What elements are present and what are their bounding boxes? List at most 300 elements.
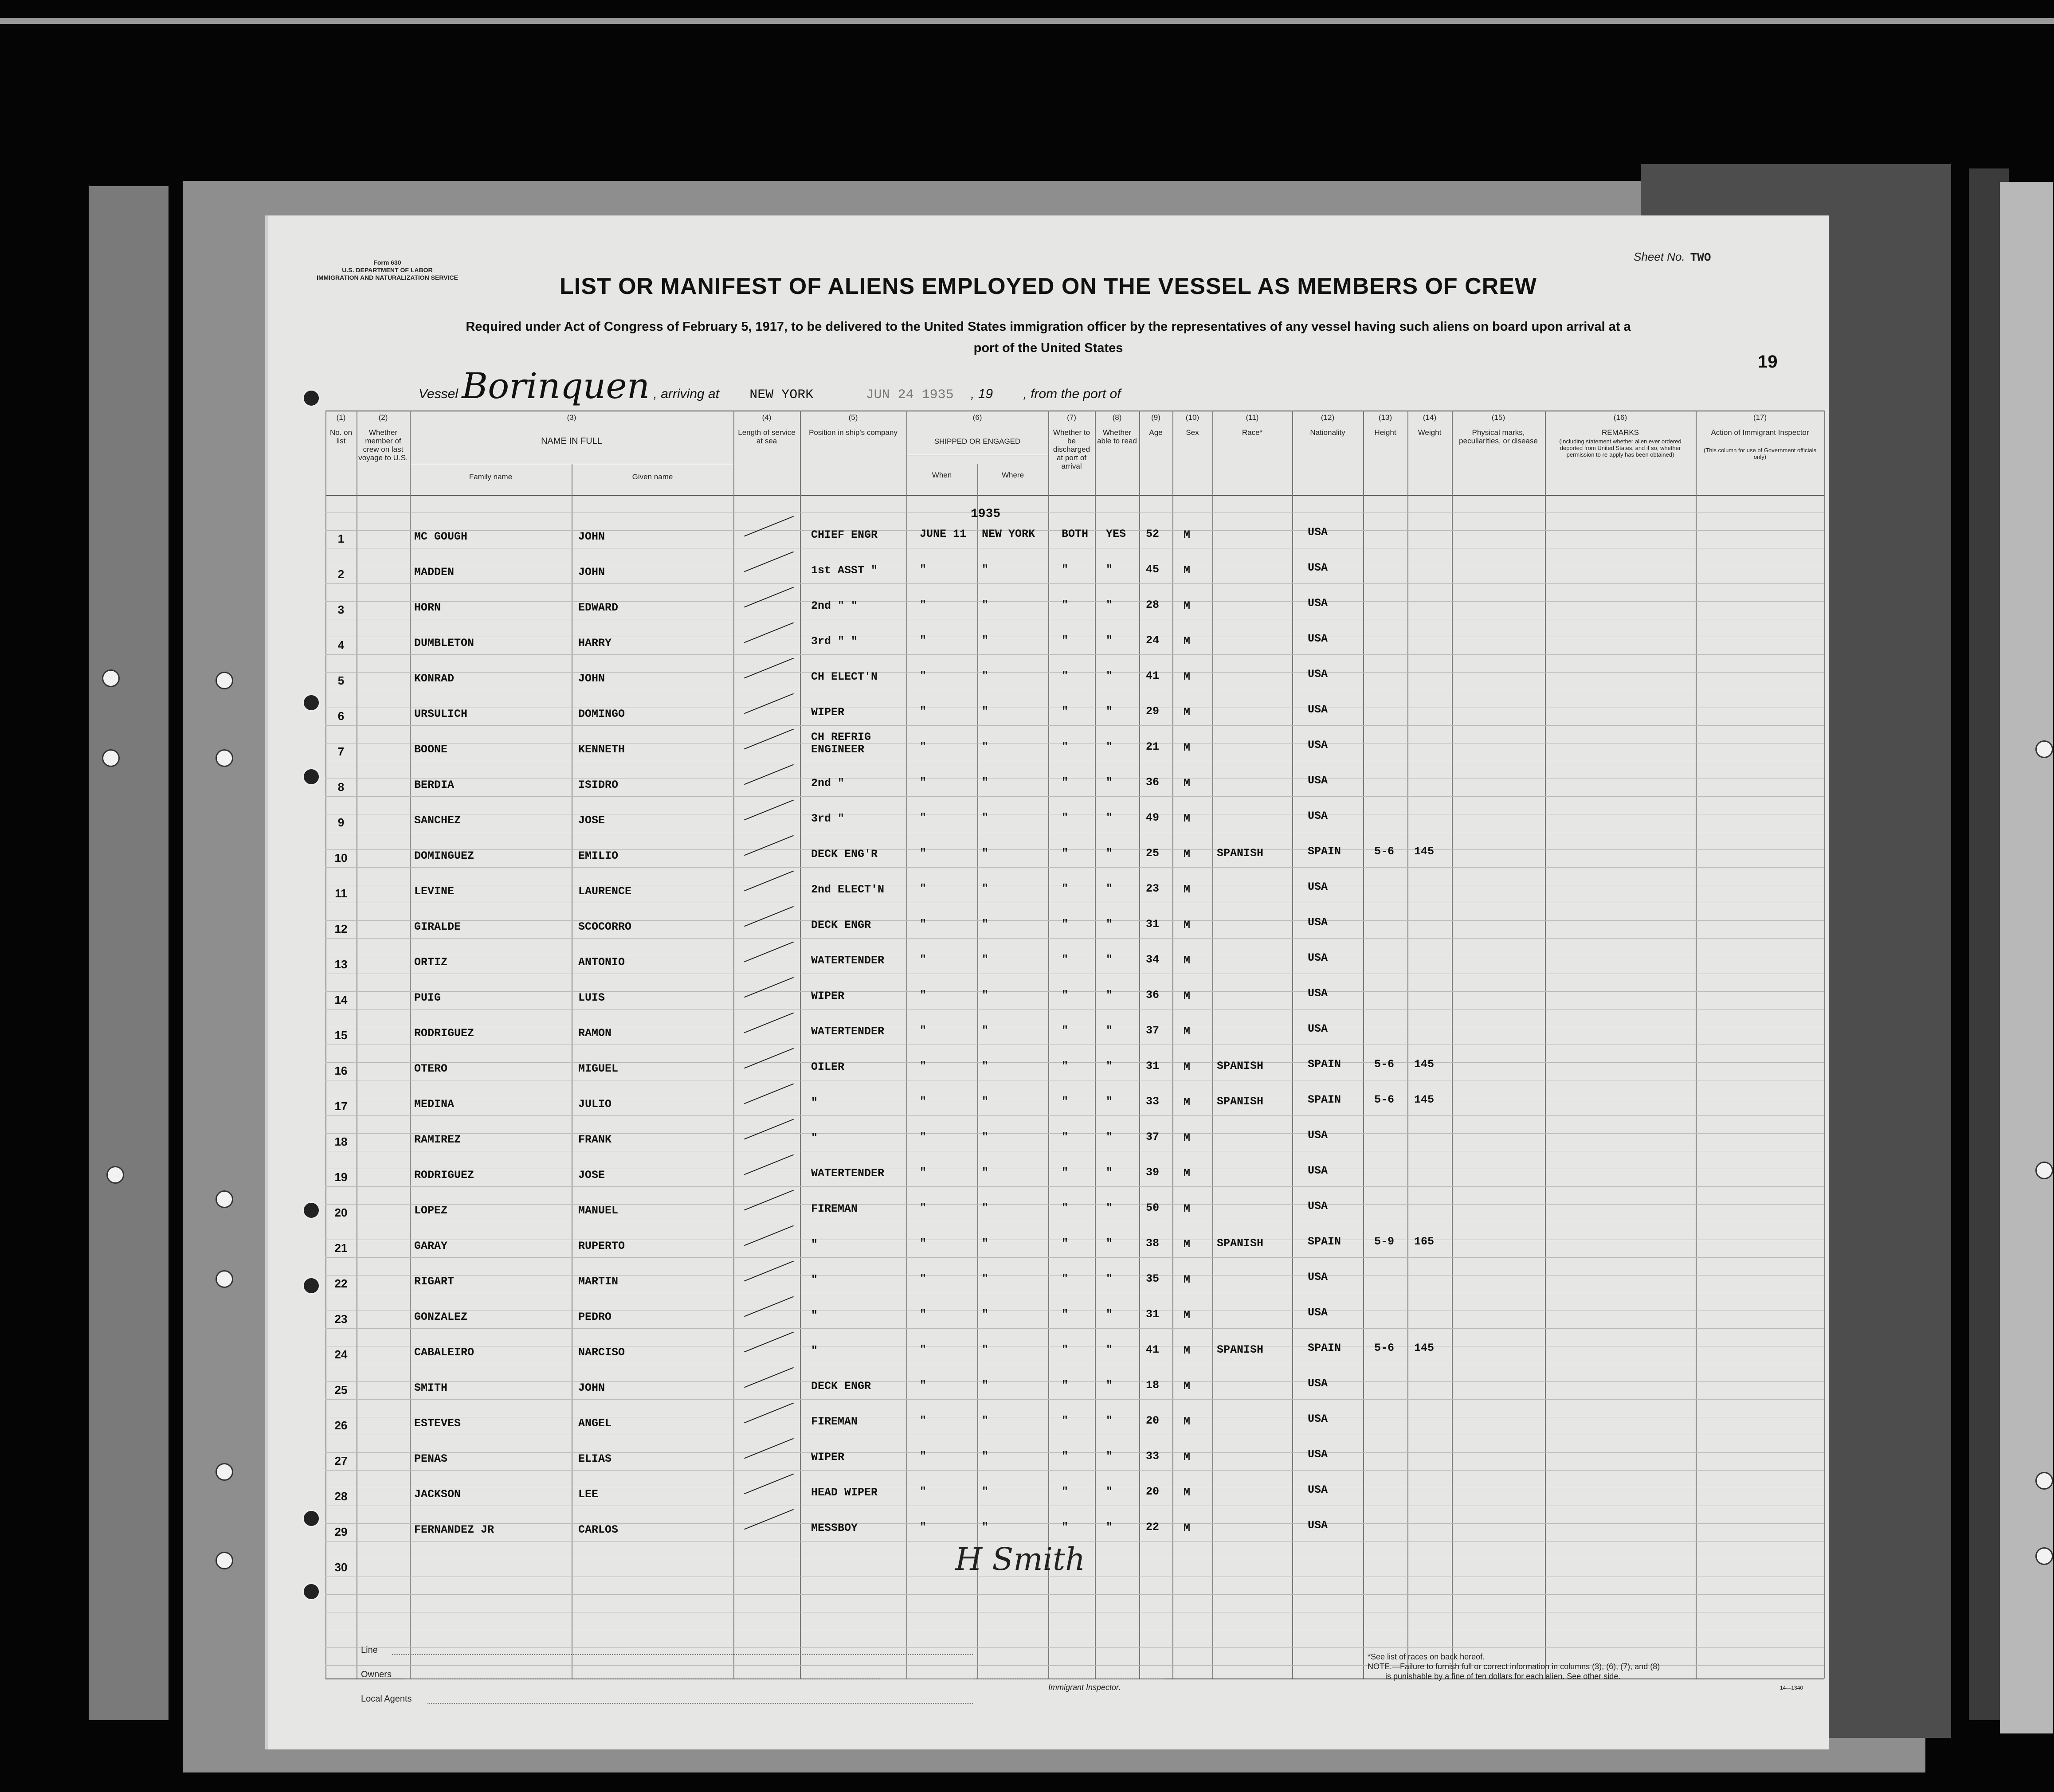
shipped-where: " [982, 847, 989, 860]
service-stroke [744, 622, 794, 643]
column-rule [1824, 411, 1825, 1679]
discharged-at-port: " [1062, 1308, 1069, 1321]
service-stroke [744, 1261, 794, 1282]
binder-hole [2035, 740, 2053, 758]
shipped-where: " [982, 1166, 989, 1179]
given-name: CARLOS [578, 1523, 619, 1536]
sex: M [1184, 1273, 1191, 1286]
service-stroke [744, 1013, 794, 1033]
row-rule [325, 1133, 1824, 1134]
shipped-where: " [982, 1131, 989, 1143]
service-stroke [744, 552, 794, 572]
row-rule [325, 920, 1824, 921]
binder-hole [216, 1552, 233, 1569]
sex: M [1184, 1167, 1191, 1180]
shipped-where: " [982, 953, 989, 966]
row-rule [325, 796, 1824, 797]
able-to-read: " [1106, 1060, 1113, 1072]
family-name: JACKSON [414, 1488, 461, 1501]
service-stroke [744, 1084, 794, 1104]
age: 37 [1146, 1131, 1160, 1143]
position: " [811, 1096, 818, 1109]
column-number: (5) [848, 413, 858, 422]
service-stroke [744, 1403, 794, 1424]
position: CH ELECT'N [811, 670, 878, 683]
column-header-c7: Whether to be discharged at port of arrival [1053, 428, 1090, 470]
shipped-where: " [982, 1343, 989, 1356]
column-header-c4: Length of service at sea [738, 428, 796, 445]
column-header-c12: Nationality [1310, 428, 1345, 437]
discharged-at-port: " [1062, 669, 1069, 682]
position: CHIEF ENGR [811, 528, 878, 541]
binder-hole [302, 694, 320, 712]
column-number: (9) [1151, 413, 1160, 422]
row-number: 23 [334, 1312, 348, 1326]
sex: M [1184, 1522, 1191, 1534]
row-number: 19 [334, 1170, 348, 1184]
given-name: JOHN [578, 566, 605, 579]
row-number: 2 [337, 567, 345, 581]
age: 31 [1146, 1308, 1160, 1321]
position: DECK ENGR [811, 919, 871, 931]
weight: 145 [1414, 1342, 1435, 1354]
binder-hole [216, 1270, 233, 1288]
discharged-at-port: " [1062, 1485, 1069, 1498]
weight: 165 [1414, 1235, 1435, 1248]
position: 2nd ELECT'N [811, 883, 885, 896]
shipped-where: " [982, 1272, 989, 1285]
shipped-when: " [920, 1237, 927, 1250]
service-stroke [744, 693, 794, 714]
nationality: USA [1308, 703, 1328, 716]
service-stroke [744, 1154, 794, 1175]
nationality: USA [1308, 1483, 1328, 1496]
able-to-read: " [1106, 989, 1113, 1002]
shipped-when: " [920, 1414, 927, 1427]
nationality: USA [1308, 1271, 1328, 1283]
shipped-when: " [920, 776, 927, 789]
binder-hole [102, 669, 120, 687]
given-name: JULIO [578, 1098, 612, 1111]
given-name: ANGEL [578, 1417, 612, 1430]
column-header-action-note: (This column for use of Government officials only) [1703, 447, 1817, 460]
given-name: MANUEL [578, 1204, 619, 1217]
service-stroke [744, 1119, 794, 1140]
given-name: JOSE [578, 1169, 605, 1182]
shipped-when: " [920, 1485, 927, 1498]
from-port-label: , from the port of [1023, 387, 1121, 401]
sex: M [1184, 919, 1191, 931]
page-number: 19 [1758, 352, 1778, 372]
given-name: EDWARD [578, 601, 619, 614]
row-number: 14 [334, 993, 348, 1006]
row-number: 4 [337, 638, 345, 652]
position: WATERTENDER [811, 1167, 885, 1180]
able-to-read: " [1106, 1379, 1113, 1392]
discharged-at-port: " [1062, 953, 1069, 966]
sex: M [1184, 1309, 1191, 1322]
arrival-port: NEW YORK [749, 387, 814, 403]
age: 29 [1146, 705, 1160, 718]
row-number: 30 [334, 1561, 348, 1574]
given-name: JOHN [578, 672, 605, 685]
given-name: ELIAS [578, 1452, 612, 1465]
shipped-where: " [982, 634, 989, 647]
row-rule [325, 1328, 1824, 1329]
age: 31 [1146, 1060, 1160, 1072]
shipped-where: " [982, 989, 989, 1002]
row-rule [325, 1381, 1824, 1382]
row-rule [325, 1204, 1824, 1205]
row-rule [325, 938, 1824, 939]
row-rule [325, 849, 1824, 850]
age: 21 [1146, 740, 1160, 753]
age: 41 [1146, 1343, 1160, 1356]
able-to-read: " [1106, 847, 1113, 860]
shipped-where: " [982, 1485, 989, 1498]
shipped-when: " [920, 1060, 927, 1072]
column-number: (13) [1378, 413, 1392, 422]
shipped-where: " [982, 599, 989, 611]
height: 5-6 [1374, 845, 1395, 858]
discharged-at-port: " [1062, 811, 1069, 824]
family-name: BOONE [414, 743, 448, 756]
given-name: PEDRO [578, 1311, 612, 1323]
height: 5-6 [1374, 1342, 1395, 1354]
sex: M [1184, 1202, 1191, 1215]
service-stroke [744, 977, 794, 998]
given-name: MIGUEL [578, 1062, 619, 1075]
row-rule [325, 725, 1824, 726]
position: 3rd " [811, 812, 845, 825]
row-number: 5 [337, 674, 345, 687]
local-agents-field [427, 1703, 973, 1704]
discharged-at-port: " [1062, 882, 1069, 895]
shipped-where: " [982, 1414, 989, 1427]
vessel-name: Borinquen [462, 365, 650, 407]
family-name: GIRALDE [414, 920, 461, 933]
form-number: Form 630 [373, 259, 401, 266]
nationality: USA [1308, 1412, 1328, 1425]
age: 35 [1146, 1272, 1160, 1285]
service-stroke [744, 1296, 794, 1317]
shipped-when: " [920, 1379, 927, 1392]
given-name: EMILIO [578, 849, 619, 862]
binder-hole [2035, 1547, 2053, 1565]
row-number: 25 [334, 1383, 348, 1397]
nationality: USA [1308, 1129, 1328, 1142]
row-rule [325, 867, 1824, 868]
column-number: (7) [1067, 413, 1076, 422]
column-header-c15: Physical marks, peculiarities, or disease [1459, 428, 1538, 445]
binder-hole [216, 1190, 233, 1208]
shipped-when: " [920, 1272, 927, 1285]
discharged-at-port: " [1062, 634, 1069, 647]
family-name: PUIG [414, 991, 441, 1004]
discharged-at-port: " [1062, 1095, 1069, 1108]
nationality: USA [1308, 951, 1328, 964]
sex: M [1184, 1025, 1191, 1038]
local-agents-label: Local Agents [361, 1694, 412, 1704]
binder-hole [2035, 1162, 2053, 1179]
shipped-where: " [982, 669, 989, 682]
position: 1st ASST " [811, 564, 878, 577]
discharged-at-port: " [1062, 918, 1069, 931]
weight: 145 [1414, 845, 1435, 858]
able-to-read: " [1106, 705, 1113, 718]
able-to-read: " [1106, 1308, 1113, 1321]
age: 36 [1146, 776, 1160, 789]
sex: M [1184, 1451, 1191, 1463]
family-name: PENAS [414, 1452, 448, 1465]
nationality: USA [1308, 561, 1328, 574]
column-number: (4) [762, 413, 772, 422]
inspector-signature: H Smith [955, 1541, 1086, 1577]
age: 34 [1146, 953, 1160, 966]
column-number: (2) [378, 413, 388, 422]
family-name: CABALEIRO [414, 1346, 474, 1359]
family-name: LOPEZ [414, 1204, 448, 1217]
sex: M [1184, 599, 1191, 612]
position: WATERTENDER [811, 1025, 885, 1038]
shipped-where: " [982, 1379, 989, 1392]
column-number: (1) [336, 413, 346, 422]
position: " [811, 1238, 818, 1251]
given-name: JOHN [578, 1381, 605, 1394]
position: " [811, 1273, 818, 1286]
shipped-when: " [920, 669, 927, 682]
service-stroke [744, 1225, 794, 1246]
nationality: USA [1308, 1200, 1328, 1213]
shipped-when: " [920, 1450, 927, 1463]
nationality: USA [1308, 668, 1328, 681]
row-number: 15 [334, 1029, 348, 1042]
shipped-when: " [920, 705, 927, 718]
age: 52 [1146, 528, 1160, 540]
sex: M [1184, 706, 1191, 719]
given-name: JOSE [578, 814, 605, 827]
column-header-action: Action of Immigrant Inspector [1711, 428, 1809, 437]
owners-label: Owners [361, 1670, 392, 1679]
age: 31 [1146, 918, 1160, 931]
subtitle-line-1: Required under Act of Congress of February 5, 1917, to be delivered to the United States immigration officer by the representatives of any vessel having such aliens on board upon arrival at a [466, 320, 1631, 334]
scan-edge-bar [0, 18, 2054, 24]
date-stamp: JUN 24 1935 [866, 387, 954, 403]
position: " [811, 1309, 818, 1322]
column-number: (6) [972, 413, 982, 422]
family-name: GONZALEZ [414, 1311, 468, 1323]
row-number: 13 [334, 958, 348, 971]
row-rule [325, 991, 1824, 992]
service-stroke [744, 516, 794, 537]
left-page-edge [89, 186, 169, 1720]
column-header-given-name: Given name [632, 473, 673, 481]
nationality: SPAIN [1308, 1342, 1341, 1354]
shipped-when: " [920, 1308, 927, 1321]
family-name: RODRIGUEZ [414, 1169, 474, 1182]
inspector-label: Immigrant Inspector. [1048, 1683, 1121, 1692]
row-number: 24 [334, 1348, 348, 1361]
shipped-where: " [982, 1201, 989, 1214]
binder-hole [102, 749, 120, 767]
age: 33 [1146, 1450, 1160, 1463]
race: SPANISH [1217, 847, 1264, 860]
given-name: ISIDRO [578, 779, 619, 791]
sex: M [1184, 564, 1191, 577]
age: 37 [1146, 1024, 1160, 1037]
row-number: 11 [335, 887, 347, 900]
manifest-sheet [265, 215, 1829, 1749]
race: SPANISH [1217, 1237, 1264, 1250]
column-header-c11: Race* [1242, 428, 1263, 437]
service-name: IMMIGRATION AND NATURALIZATION SERVICE [317, 274, 458, 281]
shipped-when: " [920, 847, 927, 860]
column-header-where: Where [1001, 471, 1024, 479]
shipped-when: " [920, 1201, 927, 1214]
able-to-read: " [1106, 1095, 1113, 1108]
line-label: Line [361, 1645, 378, 1655]
age: 39 [1146, 1166, 1160, 1179]
row-number: 21 [334, 1241, 348, 1255]
binder-hole [302, 1277, 320, 1295]
shipped-when: " [920, 599, 927, 611]
row-rule [325, 601, 1824, 602]
family-name: MC GOUGH [414, 530, 468, 543]
family-name: GARAY [414, 1240, 448, 1252]
age: 23 [1146, 882, 1160, 895]
sheet-value: TWO [1690, 251, 1711, 264]
row-rule [325, 1523, 1824, 1524]
sex: M [1184, 1238, 1191, 1251]
column-header-c14: Weight [1418, 428, 1442, 437]
able-to-read: " [1106, 1024, 1113, 1037]
sex: M [1184, 883, 1191, 896]
sex: M [1184, 1060, 1191, 1073]
position: 2nd " " [811, 599, 858, 612]
position: ENGINEER [811, 743, 865, 756]
discharged-at-port: BOTH [1062, 528, 1089, 540]
service-stroke [744, 1509, 794, 1530]
family-name: MADDEN [414, 566, 455, 579]
position: DECK ENGR [811, 1380, 871, 1393]
shipped-when: " [920, 811, 927, 824]
discharged-at-port: " [1062, 1024, 1069, 1037]
nationality: SPAIN [1308, 1235, 1341, 1248]
given-name: KENNETH [578, 743, 625, 756]
sheet-number [1634, 250, 1711, 264]
sex: M [1184, 670, 1191, 683]
shipped-where: " [982, 811, 989, 824]
family-name: SANCHEZ [414, 814, 461, 827]
line-field [392, 1654, 973, 1655]
race: SPANISH [1217, 1060, 1264, 1072]
sex: M [1184, 528, 1191, 541]
row-rule [325, 1186, 1824, 1187]
binder-hole [302, 1510, 320, 1527]
shipped-where: " [982, 1521, 989, 1534]
given-name: JOHN [578, 530, 605, 543]
age: 50 [1146, 1201, 1160, 1214]
row-rule [325, 1257, 1824, 1258]
row-rule [325, 1594, 1824, 1595]
able-to-read: " [1106, 1485, 1113, 1498]
shipped-when: " [920, 918, 927, 931]
position: WIPER [811, 706, 845, 719]
able-to-read: " [1106, 1521, 1113, 1534]
able-to-read: " [1106, 1237, 1113, 1250]
position: DECK ENG'R [811, 848, 878, 861]
family-name: LEVINE [414, 885, 455, 898]
penalty-note-2: is punishable by a fine of ten dollars for each alien. See other side. [1385, 1672, 1621, 1681]
sex: M [1184, 954, 1191, 967]
height: 5-6 [1374, 1058, 1395, 1071]
given-name: HARRY [578, 637, 612, 650]
column-number: (17) [1753, 413, 1767, 422]
given-name: LUIS [578, 991, 605, 1004]
sheet-label: Sheet No. [1634, 250, 1685, 263]
position: " [811, 1344, 818, 1357]
service-stroke [744, 835, 794, 856]
family-name: MEDINA [414, 1098, 455, 1111]
sex: M [1184, 812, 1191, 825]
shipped-where: " [982, 740, 989, 753]
nationality: USA [1308, 1022, 1328, 1035]
right-page-edge [2000, 182, 2053, 1733]
sex: M [1184, 1380, 1191, 1393]
able-to-read: " [1106, 918, 1113, 931]
sex: M [1184, 848, 1191, 861]
binder-hole [302, 768, 320, 786]
row-number: 10 [334, 851, 348, 865]
discharged-at-port: " [1062, 1379, 1069, 1392]
row-number: 26 [334, 1419, 348, 1432]
nationality: USA [1308, 526, 1328, 539]
given-name: SCOCORRO [578, 920, 632, 933]
row-number: 27 [334, 1454, 348, 1467]
service-stroke [744, 1332, 794, 1353]
given-name: LEE [578, 1488, 599, 1501]
sex: M [1184, 1486, 1191, 1499]
age: 24 [1146, 634, 1160, 647]
service-stroke [744, 1367, 794, 1388]
family-name: KONRAD [414, 672, 455, 685]
race: SPANISH [1217, 1343, 1264, 1356]
discharged-at-port: " [1062, 776, 1069, 789]
nationality: USA [1308, 810, 1328, 822]
shipped-when: " [920, 1095, 927, 1108]
age: 25 [1146, 847, 1160, 860]
column-header-c9: Age [1149, 428, 1163, 437]
column-number: (3) [567, 413, 576, 422]
position: HEAD WIPER [811, 1486, 878, 1499]
shipped-year: 1935 [971, 507, 1001, 521]
age: 20 [1146, 1485, 1160, 1498]
family-name: FERNANDEZ JR [414, 1523, 494, 1536]
discharged-at-port: " [1062, 1450, 1069, 1463]
age: 20 [1146, 1414, 1160, 1427]
row-number: 16 [334, 1064, 348, 1077]
row-rule [325, 654, 1824, 655]
nationality: USA [1308, 632, 1328, 645]
shipped-when: " [920, 1521, 927, 1534]
able-to-read: " [1106, 740, 1113, 753]
family-name: RIGART [414, 1275, 455, 1288]
column-header-c8: Whether able to read [1097, 428, 1137, 445]
given-name: FRANK [578, 1133, 612, 1146]
binder-hole [302, 389, 320, 407]
discharged-at-port: " [1062, 705, 1069, 718]
age: 36 [1146, 989, 1160, 1002]
